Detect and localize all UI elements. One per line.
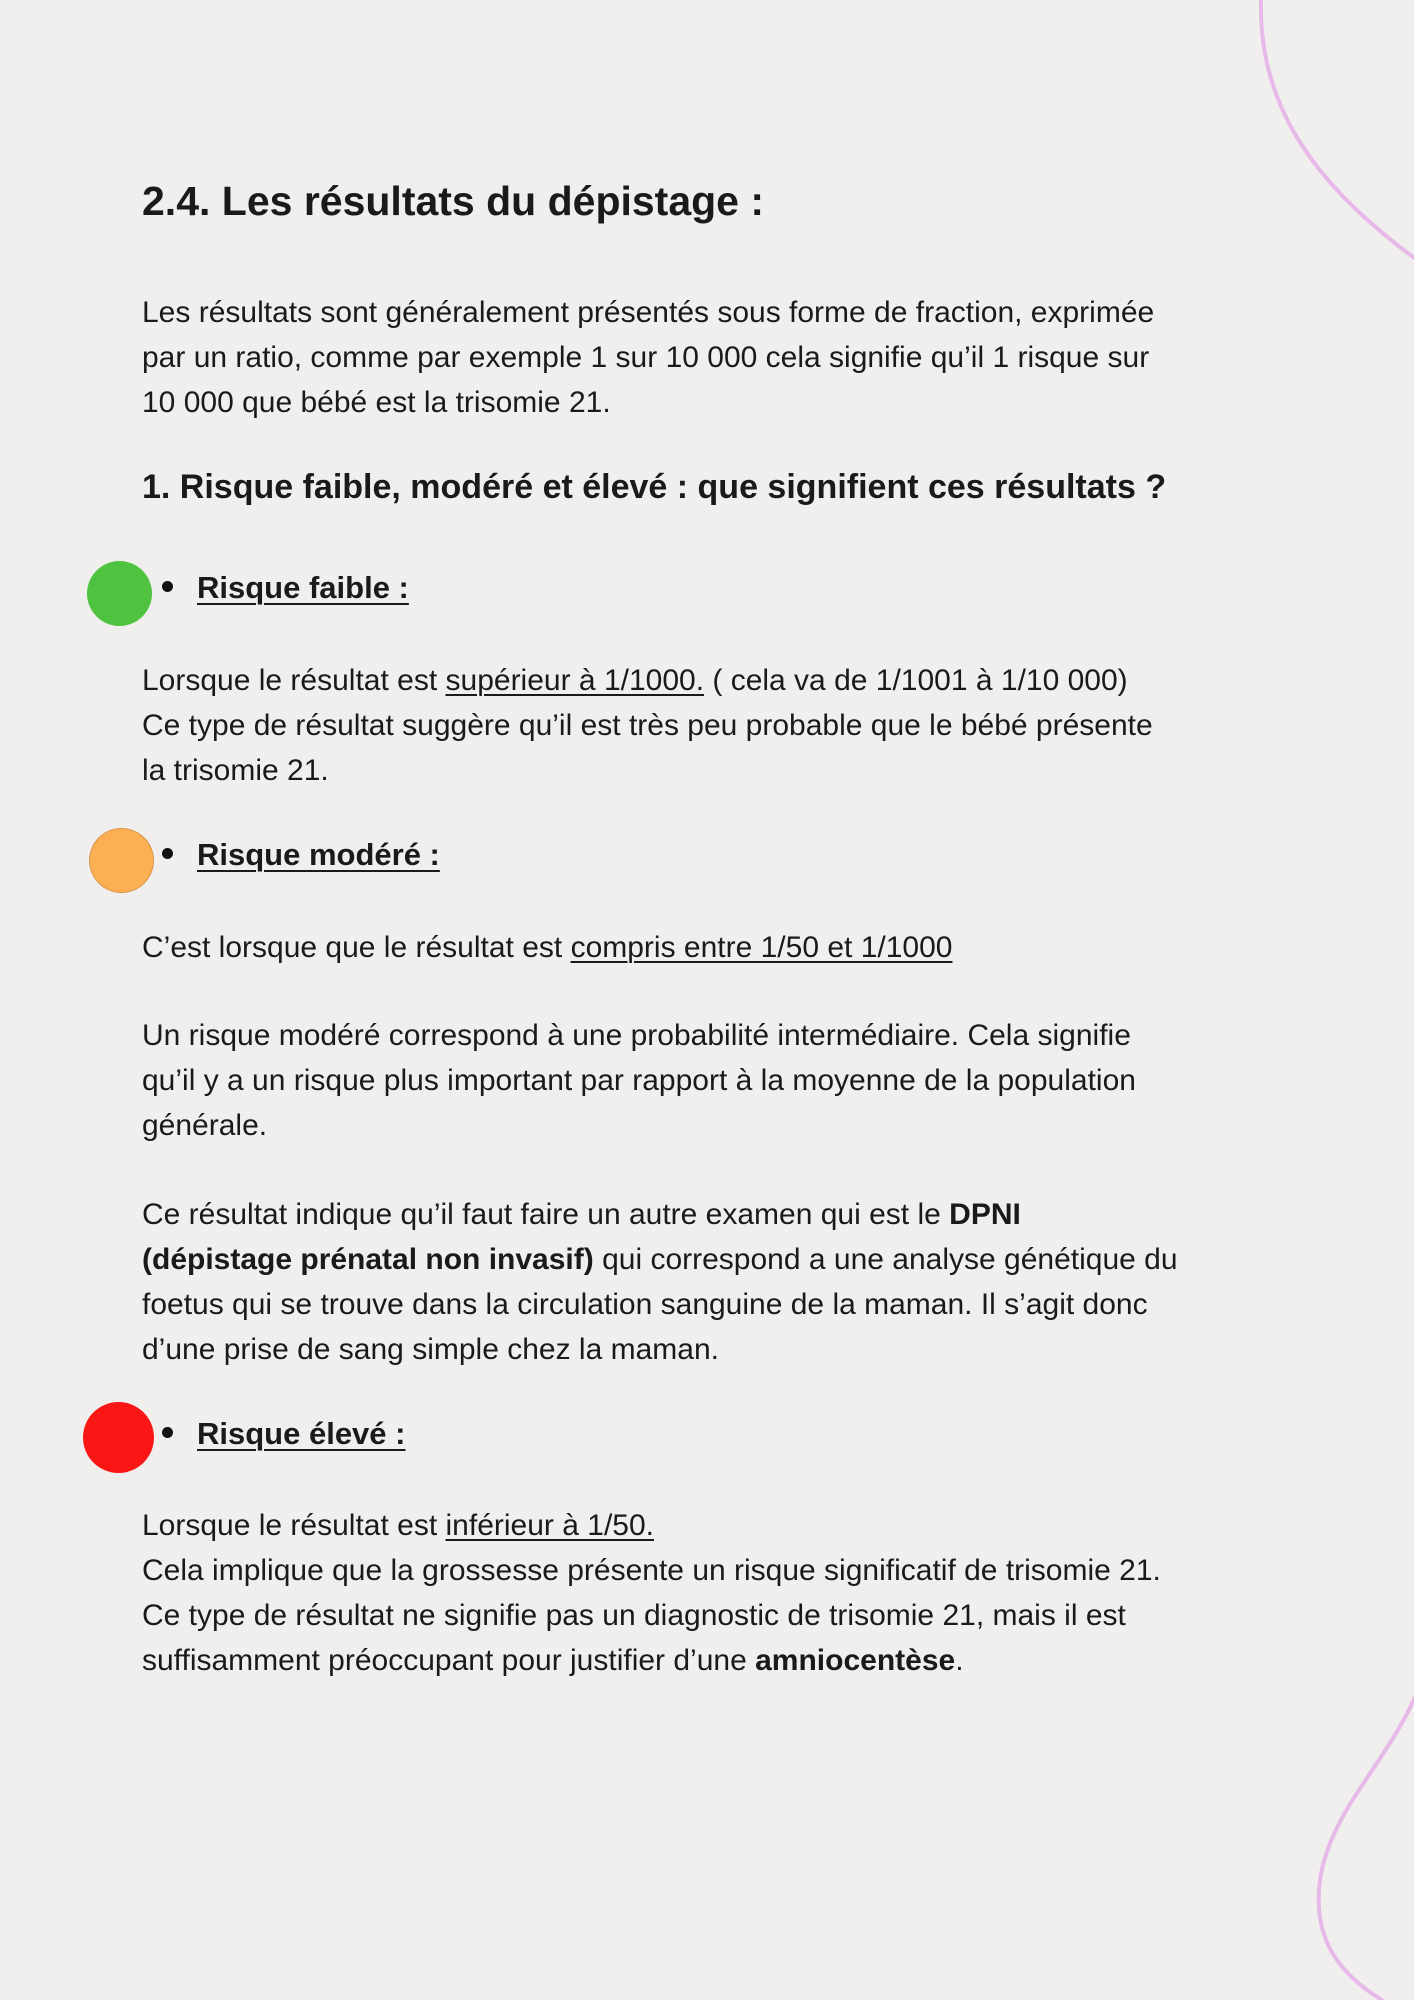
low-risk-paragraph: [142, 658, 1153, 793]
page-title: 2.4. Les résultats du dépistage :: [142, 178, 765, 224]
text-line: générale.: [142, 1109, 268, 1142]
bold-text: amniocentèse: [755, 1644, 956, 1677]
bullet-label: Risque modéré :: [197, 837, 440, 872]
bullet-label: Risque faible :: [197, 570, 409, 605]
text: Lorsque le résultat est: [142, 664, 446, 697]
text-line: par un ratio, comme par exemple 1 sur 10 000 cela signifie qu’il 1 risque sur: [142, 341, 1150, 374]
top-right-curve: [1261, 0, 1414, 262]
text-line: Ce type de résultat ne signifie pas un diagnostic de trisomie 21, mais il est: [142, 1599, 1126, 1632]
text: suffisamment préoccupant pour justifier d’une: [142, 1644, 756, 1677]
text-line: qu’il y a un risque plus important par rapport à la moyenne de la population: [142, 1064, 1136, 1097]
bottom-right-curve: [1319, 1690, 1414, 2000]
bold-text: DPNI: [949, 1198, 1021, 1231]
bullet-label: Risque élevé :: [197, 1416, 406, 1451]
text-line: Un risque modéré correspond à une probabilité intermédiaire. Cela signifie: [142, 1019, 1131, 1052]
bullet-risque-eleve: [162, 1416, 405, 1452]
dpni-paragraph: [142, 1192, 1178, 1372]
text-line: Cela implique que la grossesse présente un risque significatif de trisomie 21.: [142, 1554, 1161, 1587]
text: .: [955, 1644, 964, 1677]
text-line: Les résultats sont généralement présentés sous forme de fraction, exprimée: [142, 296, 1155, 329]
moderate-risk-line: [142, 925, 952, 970]
text: qui correspond a une analyse génétique du: [593, 1243, 1178, 1276]
text-line: [142, 1638, 1161, 1683]
bullet-icon: [162, 581, 173, 592]
bold-text: (dépistage prénatal non invasif): [142, 1243, 594, 1276]
text-line: Ce type de résultat suggère qu’il est très peu probable que le bébé présente: [142, 709, 1153, 742]
text-line: [142, 658, 1153, 703]
text-line: [142, 1237, 1178, 1282]
text-line: foetus qui se trouve dans la circulation sanguine de la maman. Il s’agit donc: [142, 1288, 1148, 1321]
bullet-risque-faible: [162, 570, 409, 606]
text-line: la trisomie 21.: [142, 754, 329, 787]
bullet-icon: [162, 848, 173, 859]
text: Ce résultat indique qu’il faut faire un autre examen qui est le: [142, 1198, 950, 1231]
bullet-risque-modere: [162, 837, 440, 873]
bullet-icon: [162, 1427, 173, 1438]
text-line: [142, 1192, 1178, 1237]
text: C’est lorsque que le résultat est: [142, 931, 571, 964]
intro-paragraph: [142, 290, 1154, 425]
red-indicator-icon: [83, 1402, 154, 1473]
text-line: [142, 1503, 1161, 1548]
text-line: 10 000 que bébé est la trisomie 21.: [142, 386, 611, 419]
underlined-text: compris entre 1/50 et 1/1000: [570, 931, 953, 964]
green-indicator-icon: [87, 561, 152, 626]
text-line: d’une prise de sang simple chez la maman.: [142, 1333, 719, 1366]
text: ( cela va de 1/1001 à 1/10 000): [704, 664, 1128, 697]
underlined-text: inférieur à 1/50.: [445, 1509, 654, 1542]
high-risk-paragraph: [142, 1503, 1161, 1683]
underlined-text: supérieur à 1/1000.: [445, 664, 705, 697]
text: Lorsque le résultat est: [142, 1509, 446, 1542]
section-subtitle: 1. Risque faible, modéré et élevé : que signifient ces résultats ?: [142, 468, 1167, 506]
orange-indicator-icon: [90, 829, 153, 892]
moderate-risk-paragraph: [142, 1013, 1136, 1148]
